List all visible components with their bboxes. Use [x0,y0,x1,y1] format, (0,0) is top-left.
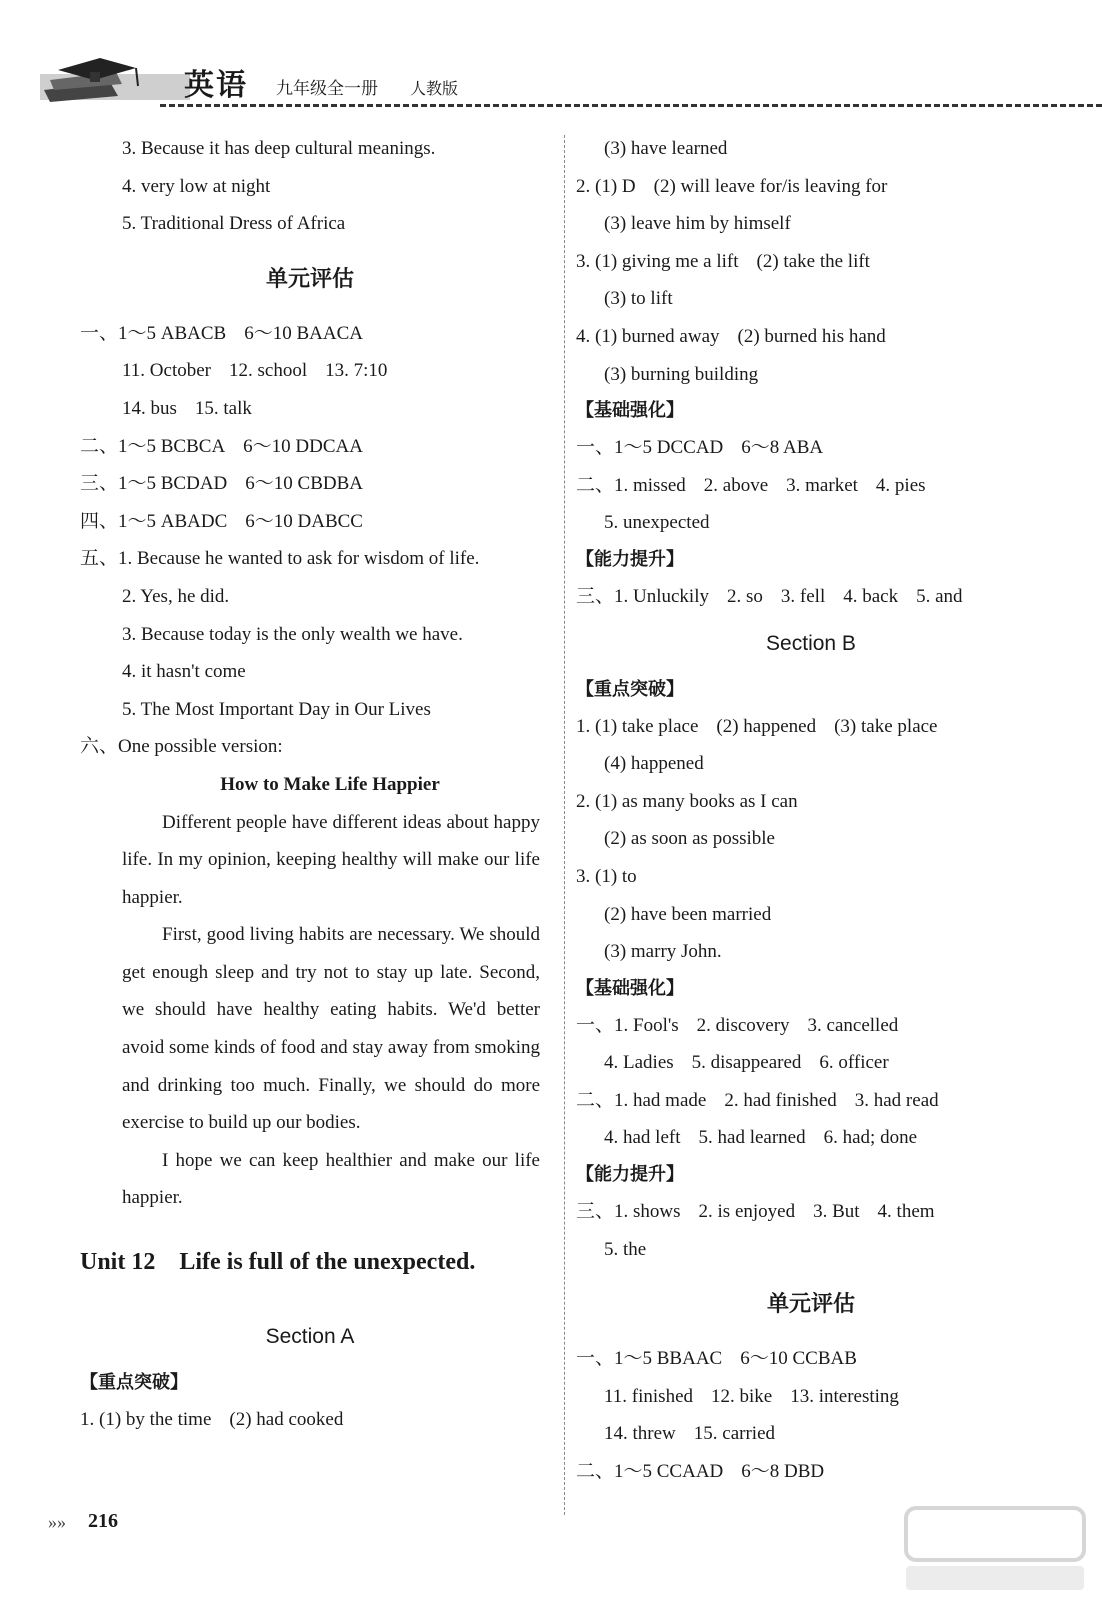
answer-line: (3) leave him by himself [604,213,791,235]
answer-line: 3. (1) to [576,865,637,887]
answer-line: 1. (1) take place (2) happened (3) take place [576,715,938,737]
section-b-heading: Section B [766,631,856,655]
ability-label: 【能力提升】 [576,1164,684,1186]
answer-line: 4. had left 5. had learned 6. had; done [604,1127,918,1149]
basic-label: 【基础强化】 [576,400,684,422]
answer-line: 11. finished 12. bike 13. interesting [604,1385,899,1407]
answer-line: (3) have learned [604,138,728,159]
answer-line: 一、1. Fool's 2. discovery 3. cancelled [576,1014,899,1036]
basic-label: 【基础强化】 [576,977,684,999]
answer-line: 二、1. had made 2. had finished 3. had read [576,1089,939,1111]
answer-line: 4. it hasn't come [122,661,246,683]
answer-line: 六、One possible version: [80,736,283,758]
books-cap-logo-icon [40,40,190,106]
unit-evaluation-heading: 单元评估 [766,1291,855,1317]
answer-line: 4. very low at night [122,175,271,197]
answer-line: 11. October 12. school 13. 7:10 [122,360,388,382]
answer-line: 14. bus 15. talk [122,397,252,419]
answer-line: 五、1. Because he wanted to ask for wisdom of life. [80,548,480,570]
answer-line: 5. The Most Important Day in Our Lives [122,698,431,720]
answer-line: 5. the [604,1238,647,1260]
key-break-label: 【重点突破】 [80,1372,188,1394]
answer-line: 5. Traditional Dress of Africa [122,213,346,235]
answer-line: 4. Ladies 5. disappeared 6. officer [604,1052,889,1074]
page-number: 216 [88,1510,118,1532]
essay-paragraph: I hope we can keep healthier and make our life happier. [122,1149,540,1209]
answer-line: 二、1～5 BCBCA 6～10 DDCAA [80,435,363,457]
answer-line: 2. (1) D (2) will leave for/is leaving for [576,175,888,197]
answer-line: 三、1. Unluckily 2. so 3. fell 4. back 5. and [576,585,963,607]
answer-line: (3) to lift [604,288,673,310]
subject-title: 英语 [184,69,248,102]
answer-line: 三、1～5 BCDAD 6～10 CBDBA [80,473,363,495]
answer-line: 1. (1) by the time (2) had cooked [80,1409,344,1431]
answer-line: 2. (1) as many books as I can [576,790,798,812]
ability-label: 【能力提升】 [576,548,684,570]
edition-label: 人教版 [410,81,459,98]
essay-paragraph: First, good living habits are necessary. We should get enough sleep and try not to stay up late. Second, we should have healthy eating habits. We'd better avoid some kinds of food and stay away from smoking and drinking too much. Finally, we should do more exercise to build up our bodies. [122,924,540,1134]
answer-line: 3. Because today is the only wealth we have. [122,623,463,645]
answer-line: 4. (1) burned away (2) burned his hand [576,325,886,347]
answer-line: (4) happened [604,753,704,775]
answer-line: (3) marry John. [604,941,722,963]
key-break-label: 【重点突破】 [576,678,684,700]
header-rule [160,104,1102,107]
answer-line: (2) as soon as possible [604,828,775,850]
left-column [80,130,540,1439]
unit-title: Unit 12 Life is full of the unexpected. [80,1249,476,1276]
answer-line: 一、1～5 DCCAD 6～8 ABA [576,437,824,459]
answer-line: 5. unexpected [604,512,710,534]
page-arrows-icon: »» [48,1512,66,1532]
answer-line: 四、1～5 ABADC 6～10 DABCC [80,510,363,532]
unit-evaluation-heading: 单元评估 [265,265,354,291]
answer-line: 3. Because it has deep cultural meanings. [122,138,436,159]
answer-line: (3) burning building [604,363,759,385]
watermark-logo-icon [900,1502,1090,1594]
answer-line: 一、1～5 BBAAC 6～10 CCBAB [576,1348,857,1370]
answer-line: (2) have been married [604,903,772,925]
answer-line: 2. Yes, he did. [122,585,230,607]
answer-line: 二、1～5 CCAAD 6～8 DBD [576,1461,825,1483]
answer-line: 二、1. missed 2. above 3. market 4. pies [576,474,926,496]
page-header [0,0,1102,112]
section-a-heading: Section A [265,1325,355,1349]
answer-line: 三、1. shows 2. is enjoyed 3. But 4. them [576,1201,935,1223]
column-divider [564,135,565,1515]
essay-title: How to Make Life Happier [220,773,440,795]
right-column [576,130,1046,1491]
essay-paragraph: Different people have different ideas about happy life. In my opinion, keeping healthy will make our life happier. [122,811,540,908]
answer-line: 14. threw 15. carried [604,1423,775,1445]
answer-line: 一、1～5 ABACB 6～10 BAACA [80,322,363,344]
answer-line: 3. (1) giving me a lift (2) take the lift [576,250,870,272]
grade-label: 九年级全一册 [276,79,378,98]
